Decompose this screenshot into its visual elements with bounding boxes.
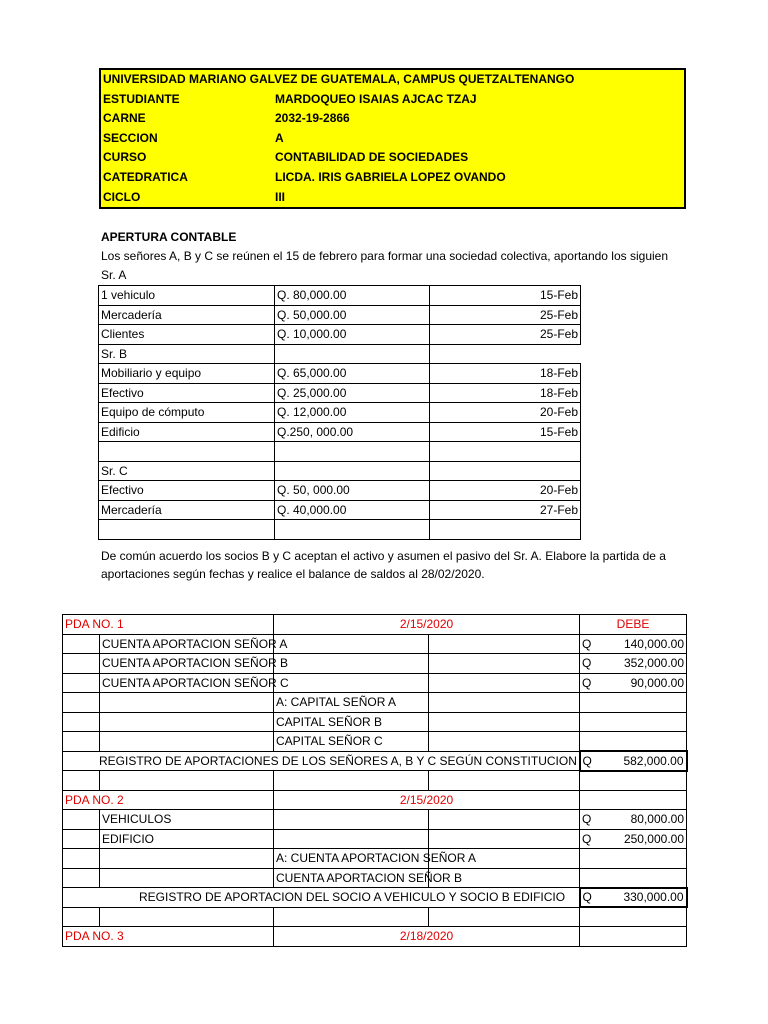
item-date: 15-Feb — [430, 286, 581, 306]
item-date: 25-Feb — [430, 325, 581, 345]
table-row — [99, 383, 581, 403]
currency-symbol: Q — [580, 810, 607, 830]
currency-symbol: Q — [580, 634, 607, 654]
item-name: Edificio — [99, 422, 275, 442]
table-row — [99, 364, 581, 384]
item-date: 15-Feb — [430, 422, 581, 442]
apertura-title: APERTURA CONTABLE — [101, 230, 237, 244]
seccion-label: SECCION — [103, 130, 158, 145]
item-amount: Q. 50, 000.00 — [275, 481, 430, 501]
item-amount: Q. 80,000.00 — [275, 286, 430, 306]
sr-a-label: Sr. A — [101, 268, 127, 282]
entry-description: REGISTRO DE APORTACIONES DE LOS SEÑORES A, B Y C SEGÚN CONSTITUCION — [63, 751, 580, 771]
pda1-label: PDA NO. 1 — [63, 615, 274, 635]
table-row — [99, 344, 581, 364]
total-amount: 582,000.00 — [607, 751, 687, 771]
table-row — [63, 654, 687, 674]
instruction-line-2: aportaciones según fechas y realice el balance de saldos al 28/02/2020. — [101, 567, 485, 581]
currency-symbol: Q — [580, 829, 607, 849]
item-amount: Q. 25,000.00 — [275, 383, 430, 403]
table-row — [63, 849, 687, 869]
item-name: Mercadería — [99, 305, 275, 325]
item-amount: Q. 50,000.00 — [275, 305, 430, 325]
table-row — [63, 927, 687, 947]
apertura-intro: Los señores A, B y C se reúnen el 15 de febrero para formar una sociedad colectiva, aportando los siguien — [101, 249, 669, 263]
ciclo-value: III — [275, 189, 286, 204]
table-row — [99, 442, 581, 462]
credit-account: CUENTA APORTACION SEÑOR B — [274, 868, 429, 888]
table-row — [63, 693, 687, 713]
pda2-date: 2/15/2020 — [274, 790, 580, 810]
pda2-label: PDA NO. 2 — [63, 790, 274, 810]
account-name: CUENTA APORTACION SEÑOR C — [100, 673, 274, 693]
account-name: CUENTA APORTACION SEÑOR A — [100, 634, 274, 654]
table-row — [99, 481, 581, 501]
table-row — [99, 305, 581, 325]
account-name: EDIFICIO — [100, 829, 274, 849]
item-date: 25-Feb — [430, 305, 581, 325]
item-name: Equipo de cómputo — [99, 403, 275, 423]
table-row — [63, 868, 687, 888]
item-name: 1 vehiculo — [99, 286, 275, 306]
sr-b-label: Sr. B — [99, 344, 275, 364]
credit-account: A: CAPITAL SEÑOR A — [274, 693, 429, 713]
table-row — [63, 634, 687, 654]
table-row — [63, 829, 687, 849]
item-name: Mobiliario y equipo — [99, 364, 275, 384]
table-row — [63, 751, 687, 771]
account-name: VEHICULOS — [100, 810, 274, 830]
journal-table — [62, 614, 688, 947]
item-amount: Q.250, 000.00 — [275, 422, 430, 442]
item-date: 27-Feb — [430, 500, 581, 520]
item-amount: Q. 40,000.00 — [275, 500, 430, 520]
item-date: 20-Feb — [430, 481, 581, 501]
table-row — [99, 286, 581, 306]
carne-value: 2032-19-2866 — [275, 111, 350, 126]
debit-amount: 140,000.00 — [607, 634, 687, 654]
table-row — [99, 500, 581, 520]
account-name: CUENTA APORTACION SEÑOR B — [100, 654, 274, 674]
table-row — [63, 888, 687, 908]
table-row — [63, 712, 687, 732]
table-row — [99, 325, 581, 345]
item-name: Efectivo — [99, 383, 275, 403]
table-row — [63, 673, 687, 693]
item-date: 18-Feb — [430, 383, 581, 403]
item-name: Mercadería — [99, 500, 275, 520]
debit-amount: 80,000.00 — [607, 810, 687, 830]
entry-description: REGISTRO DE APORTACION DEL SOCIO A VEHICULO Y SOCIO B EDIFICIO — [63, 888, 580, 908]
table-row — [99, 403, 581, 423]
item-amount: Q. 65,000.00 — [275, 364, 430, 384]
instruction-line-1: De común acuerdo los socios B y C aceptan el activo y asumen el pasivo del Sr. A. Elabore la partida de a — [101, 549, 666, 563]
total-currency: Q — [580, 888, 607, 908]
catedratica-label: CATEDRATICA — [103, 170, 188, 184]
currency-symbol: Q — [580, 654, 607, 674]
item-date: 18-Feb — [430, 364, 581, 384]
item-amount: Q. 12,000.00 — [275, 403, 430, 423]
total-amount: 330,000.00 — [607, 888, 687, 908]
credit-account: A: CUENTA APORTACION SEÑOR A — [274, 849, 429, 869]
table-row — [63, 810, 687, 830]
seccion-value: A — [275, 130, 284, 145]
ciclo-label: CICLO — [103, 189, 141, 204]
student-label: ESTUDIANTE — [103, 91, 180, 106]
curso-value: CONTABILIDAD DE SOCIEDADES — [275, 150, 469, 165]
table-row — [63, 732, 687, 752]
debe-header: DEBE — [580, 615, 687, 635]
credit-account: CAPITAL SEÑOR B — [274, 712, 429, 732]
student-value: MARDOQUEO ISAIAS AJCAC TZAJ — [275, 91, 477, 106]
debit-amount: 90,000.00 — [607, 673, 687, 693]
item-date: 20-Feb — [430, 403, 581, 423]
table-row — [99, 461, 581, 481]
table-row — [99, 520, 581, 540]
university-name: UNIVERSIDAD MARIANO GALVEZ DE GUATEMALA, CAMPUS QUETZALTENANGO — [103, 72, 575, 86]
item-name: Clientes — [99, 325, 275, 345]
debit-amount: 250,000.00 — [607, 829, 687, 849]
contributions-table — [98, 285, 581, 540]
pda1-date: 2/15/2020 — [274, 615, 580, 635]
currency-symbol: Q — [580, 673, 607, 693]
catedratica-value: LICDA. IRIS GABRIELA LOPEZ OVANDO — [275, 170, 506, 184]
table-row — [63, 907, 687, 927]
header-block — [99, 68, 686, 209]
debit-amount: 352,000.00 — [607, 654, 687, 674]
total-currency: Q — [580, 751, 607, 771]
credit-account: CAPITAL SEÑOR C — [274, 732, 429, 752]
table-row — [99, 422, 581, 442]
table-row — [63, 771, 687, 791]
item-name: Efectivo — [99, 481, 275, 501]
sr-c-label: Sr. C — [99, 461, 275, 481]
table-row — [63, 615, 687, 635]
curso-label: CURSO — [103, 150, 147, 165]
pda3-label: PDA NO. 3 — [63, 927, 274, 947]
pda3-date: 2/18/2020 — [274, 927, 580, 947]
item-amount: Q. 10,000.00 — [275, 325, 430, 345]
table-row — [63, 790, 687, 810]
carne-label: CARNE — [103, 111, 146, 126]
